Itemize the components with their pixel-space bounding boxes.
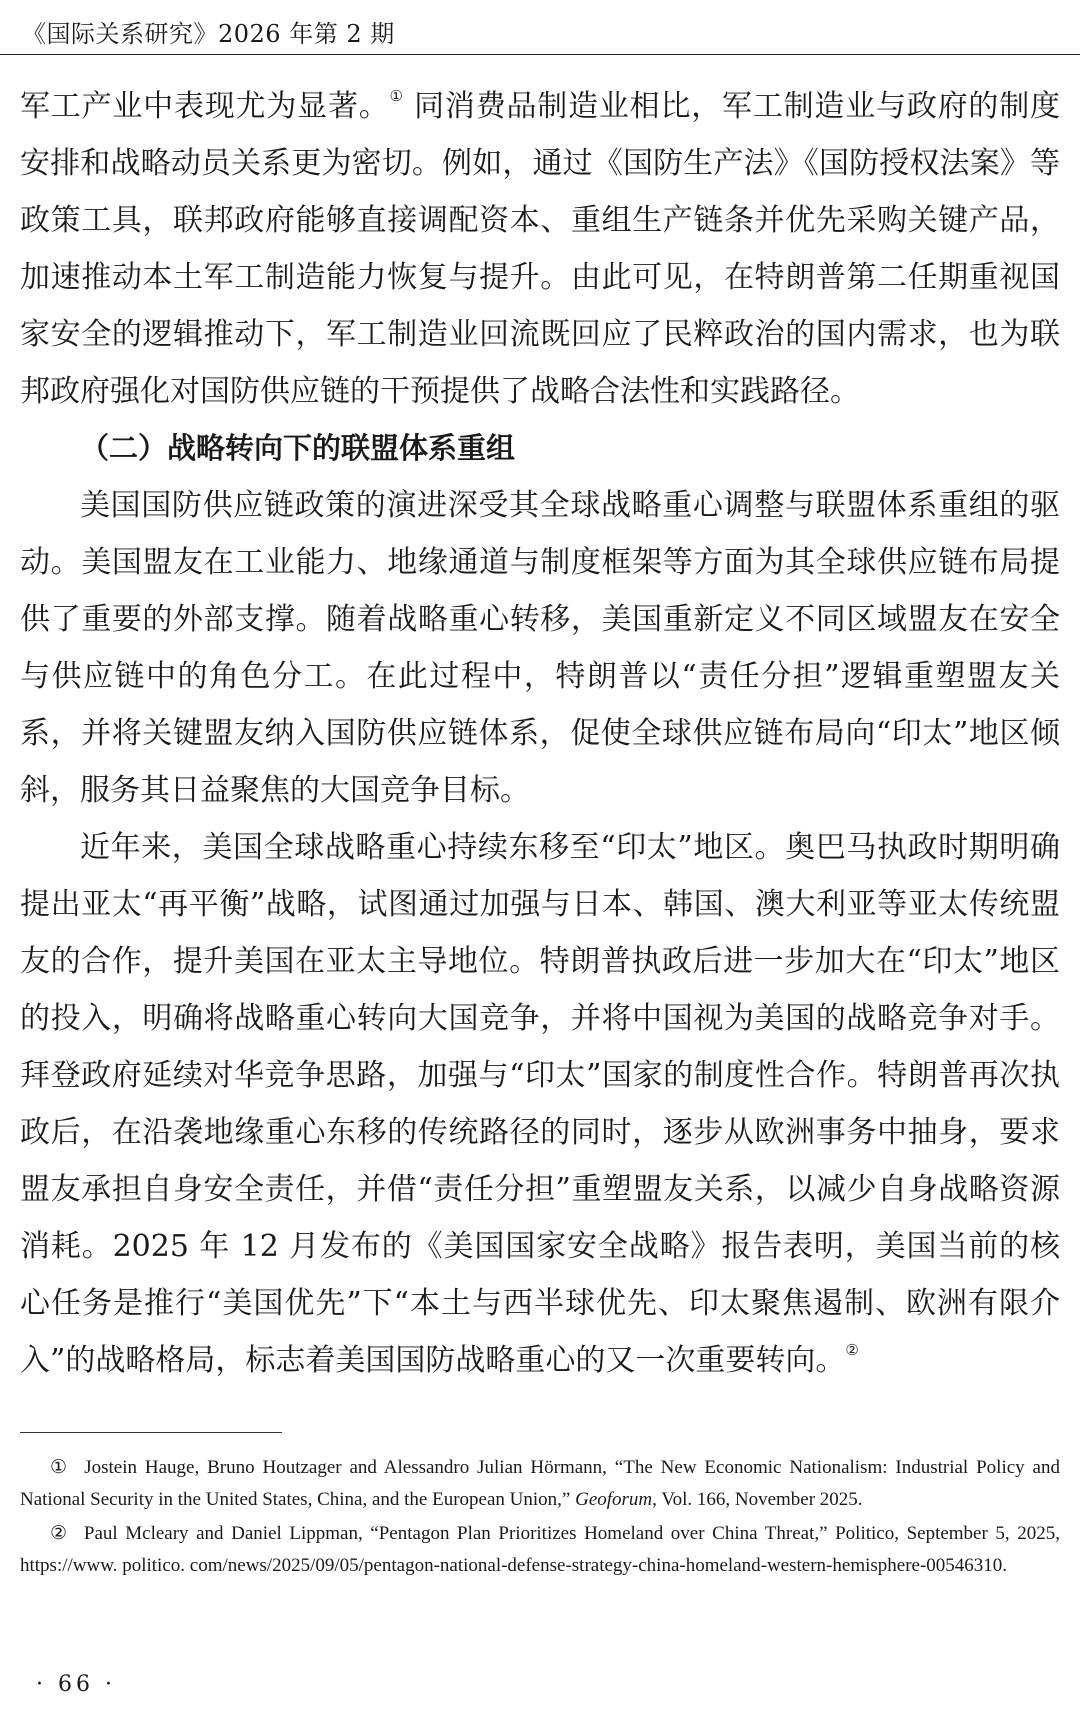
footnote-2 xyxy=(20,1518,1060,1582)
footnote-2-number: ② xyxy=(50,1523,70,1544)
footnote-1 xyxy=(20,1452,1060,1516)
paragraph-1 xyxy=(20,78,1060,420)
footnotes xyxy=(20,1452,1060,1584)
paragraph-2: 美国国防供应链政策的演进深受其全球战略重心调整与联盟体系重组的驱动。美国盟友在工业能力、地缘通道与制度框架等方面为其全球供应链布局提供了重要的外部支撑。随着战略重心转移，美国重新定义不同区域盟友在安全与供应链中的角色分工。在此过程中，特朗普以“责任分担”逻辑重塑盟友关系，并将关键盟友纳入国防供应链体系，促使全球供应链布局向“印太”地区倾斜，服务其日益聚焦的大国竞争目标。 xyxy=(20,488,1060,808)
paragraph-1-text-b: 同消费品制造业相比，军工制造业与政府的制度安排和战略动员关系更为密切。例如，通过《国防生产法》《国防授权法案》等政策工具，联邦政府能够直接调配资本、重组生产链条并优先采购关键产品，加速推动本土军工制造能力恢复与提升。由此可见，在特朗普第二任期重视国家安全的逻辑推动下，军工制造业回流既回应了民粹政治的国内需求，也为联邦政府强化对国防供应链的干预提供了战略合法性和实践路径。 xyxy=(20,89,1060,409)
section-heading: （二）战略转向下的联盟体系重组 xyxy=(80,431,516,465)
paragraph-3-text: 近年来，美国全球战略重心持续东移至“印太”地区。奥巴马执政时期明确提出亚太“再平衡”战略，试图通过加强与日本、韩国、澳大利亚等亚太传统盟友的合作，提升美国在亚太主导地位。特朗普执政后进一步加大在“印太”地区的投入，明确将战略重心转向大国竞争，并将中国视为美国的战略竞争对手。拜登政府延续对华竞争思路，加强与“印太”国家的制度性合作。特朗普再次执政后，在沿袭地缘重心东移的传统路径的同时，逐步从欧洲事务中抽身，要求盟友承担自身安全责任，并借“责任分担”重塑盟友关系，以减少自身战略资源消耗。2025 年 12 月发布的《美国国家安全战略》报告表明，美国当前的核心任务是推行“美国优先”下“本土与西半球优先、印太聚焦遏制、欧洲有限介入”的战略格局，标志着美国国防战略重心的又一次重要转向。 xyxy=(20,830,1060,1378)
footnote-1-journal: Geoforum xyxy=(575,1489,653,1510)
footnote-ref-1[interactable]: ① xyxy=(389,87,404,105)
footnote-1-number: ① xyxy=(50,1457,71,1478)
paragraph-1-text-a: 军工产业中表现尤为显著。 xyxy=(20,89,390,124)
footnote-divider xyxy=(20,1432,282,1433)
footnote-2-text: Paul Mcleary and Daniel Lippman, “Pentagon Plan Prioritizes Homeland over China Threat,” Politico, September 5, 2025, https://www. politico. com/news/2025/09/05/pentagon-national-defense-strategy-china-homeland-western-hemisphere-00546310. xyxy=(20,1523,1060,1576)
paragraph-3 xyxy=(20,819,1060,1389)
footnote-1-text-a: Jostein Hauge, Bruno Houtzager and Alessandro Julian Hörmann, “The New Economic Nationalism: Industrial Policy and National Security in the United States, China, and the European Union,” xyxy=(20,1457,1060,1510)
header-divider xyxy=(0,54,1080,55)
article-body xyxy=(20,78,1060,1389)
footnote-ref-2[interactable]: ② xyxy=(845,1341,859,1359)
page-number: · 66 · xyxy=(36,1672,116,1697)
footnote-1-text-b: , Vol. 166, November 2025. xyxy=(652,1489,863,1510)
journal-header: 《国际关系研究》2026 年第 2 期 xyxy=(22,20,395,48)
